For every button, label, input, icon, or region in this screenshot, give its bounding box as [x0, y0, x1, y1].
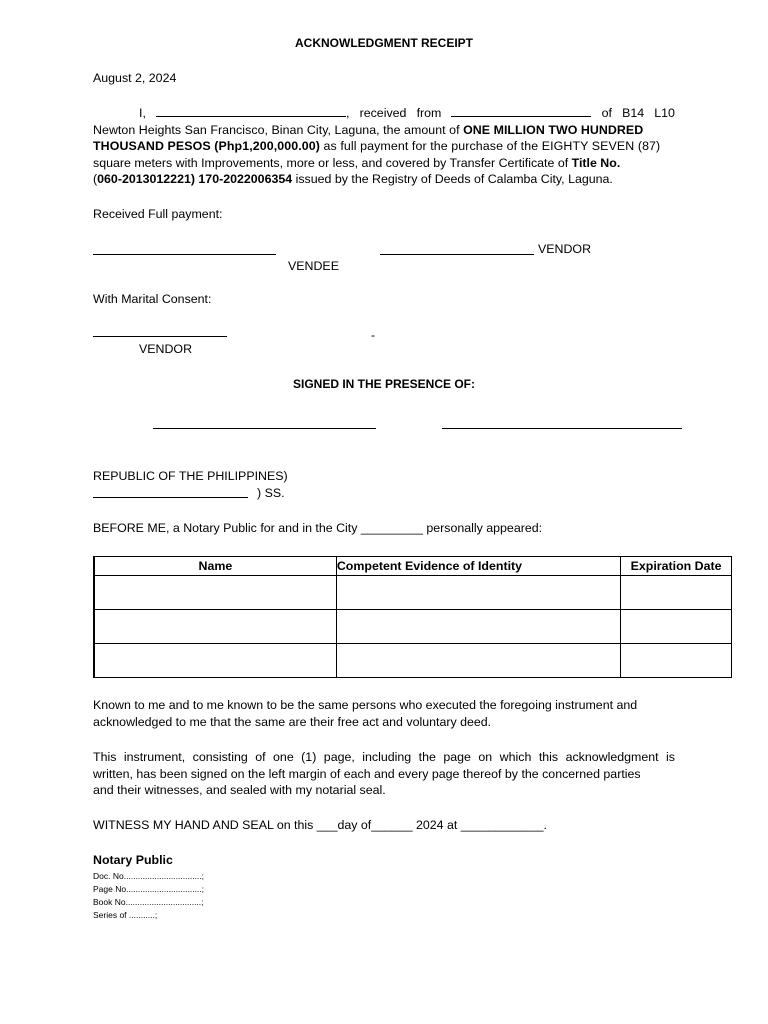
- table-cell[interactable]: [336, 610, 620, 644]
- table-cell[interactable]: [94, 610, 336, 644]
- republic-label: REPUBLIC OF THE PHILIPPINES): [93, 469, 288, 483]
- witness-2-signature-line: [442, 428, 682, 429]
- header-expiration: Expiration Date: [621, 557, 732, 576]
- receipt-body-paragraph: [93, 105, 675, 188]
- body-text: Newton Heights San Francisco, Binan City, Laguna, the amount of: [93, 122, 464, 137]
- known-text-line-1: Known to me and to me known to be the same persons who executed the foregoing instrument and: [93, 698, 638, 712]
- table-cell[interactable]: [336, 576, 620, 610]
- instrument-text-line-2: written, has been signed on the left margin of each and every page thereof by the concerned parties: [93, 767, 641, 781]
- vendor-label-2: VENDOR: [139, 342, 193, 356]
- table-row: [94, 576, 732, 610]
- table-cell[interactable]: [621, 576, 732, 610]
- witness-statement: WITNESS MY HAND AND SEAL on this ___day of______ 2024 at ____________.: [93, 818, 547, 832]
- dash-mark: -: [371, 328, 376, 342]
- body-word-of: of: [601, 106, 612, 120]
- body-word-block: B14: [622, 106, 645, 120]
- received-full-payment-label: Received Full payment:: [93, 207, 223, 221]
- book-no-line: Book No................................;: [93, 897, 204, 907]
- series-of-line: Series of ...........;: [93, 910, 158, 920]
- body-line-4: [93, 155, 675, 172]
- body-line-2: [93, 122, 675, 139]
- table-cell[interactable]: [621, 610, 732, 644]
- body-line-3: [93, 138, 675, 155]
- recipient-name-blank: ,: [156, 105, 349, 122]
- header-evidence: Competent Evidence of Identity: [336, 557, 620, 576]
- amount-in-figures: THOUSAND PESOS (Php1,200,000.00): [93, 139, 320, 154]
- body-word-lot: L10: [654, 106, 675, 120]
- ss-label: ) SS.: [257, 486, 285, 500]
- body-text: as full payment for the purchase of the EIGHTY SEVEN (87): [320, 139, 661, 154]
- table-cell[interactable]: [621, 644, 732, 678]
- notary-public-label: Notary Public: [93, 853, 173, 867]
- table-cell[interactable]: [94, 576, 336, 610]
- body-text: issued by the Registry of Deeds of Calamba City, Laguna.: [292, 172, 613, 187]
- vendee-label: VENDEE: [288, 259, 339, 273]
- vendor-label: VENDOR: [538, 242, 592, 256]
- table-cell[interactable]: [94, 644, 336, 678]
- known-text-line-2: acknowledged to me that the same are their free act and voluntary deed.: [93, 715, 492, 729]
- vendee-signature-line: [93, 254, 276, 255]
- title-number: 060-2013012221) 170-2022006354: [97, 172, 293, 187]
- amount-in-words: ONE MILLION TWO HUNDRED: [463, 122, 644, 137]
- body-line-1: [93, 105, 675, 122]
- table-cell[interactable]: [336, 644, 620, 678]
- body-text: square meters with Improvements, more or less, and covered by Transfer Certificate of: [93, 155, 572, 170]
- document-title: ACKNOWLEDGMENT RECEIPT: [295, 36, 473, 50]
- identity-table: [93, 556, 732, 678]
- payer-name-blank: [451, 105, 591, 117]
- signed-in-presence-heading: SIGNED IN THE PRESENCE OF:: [292, 377, 476, 391]
- table-row: [94, 644, 732, 678]
- body-word-from: from: [416, 106, 442, 120]
- instrument-text-line-1: This instrument, consisting of one (1) page, including the page on which this acknowledgment is: [93, 750, 675, 764]
- city-blank-line: [93, 497, 248, 498]
- page-no-line: Page No................................;: [93, 884, 205, 894]
- body-text: (: [93, 172, 98, 187]
- table-header-row: [94, 557, 732, 576]
- body-word-i: I,: [139, 106, 146, 120]
- instrument-text-line-3: and their witnesses, and sealed with my notarial seal.: [93, 783, 386, 797]
- document-date: August 2, 2024: [93, 71, 177, 85]
- doc-no-line: Doc. No.................................;: [93, 871, 204, 881]
- marital-consent-label: With Marital Consent:: [93, 292, 212, 306]
- title-label: Title No.: [571, 155, 621, 170]
- witness-1-signature-line: [153, 428, 376, 429]
- body-line-5: [93, 171, 675, 188]
- header-name: Name: [94, 557, 336, 576]
- spouse-signature-line: [93, 336, 227, 337]
- before-me-statement: BEFORE ME, a Notary Public for and in the City _________ personally appeared:: [93, 521, 543, 535]
- table-row: [94, 610, 732, 644]
- body-word-received: received: [359, 106, 407, 120]
- vendor-signature-line: [380, 254, 534, 255]
